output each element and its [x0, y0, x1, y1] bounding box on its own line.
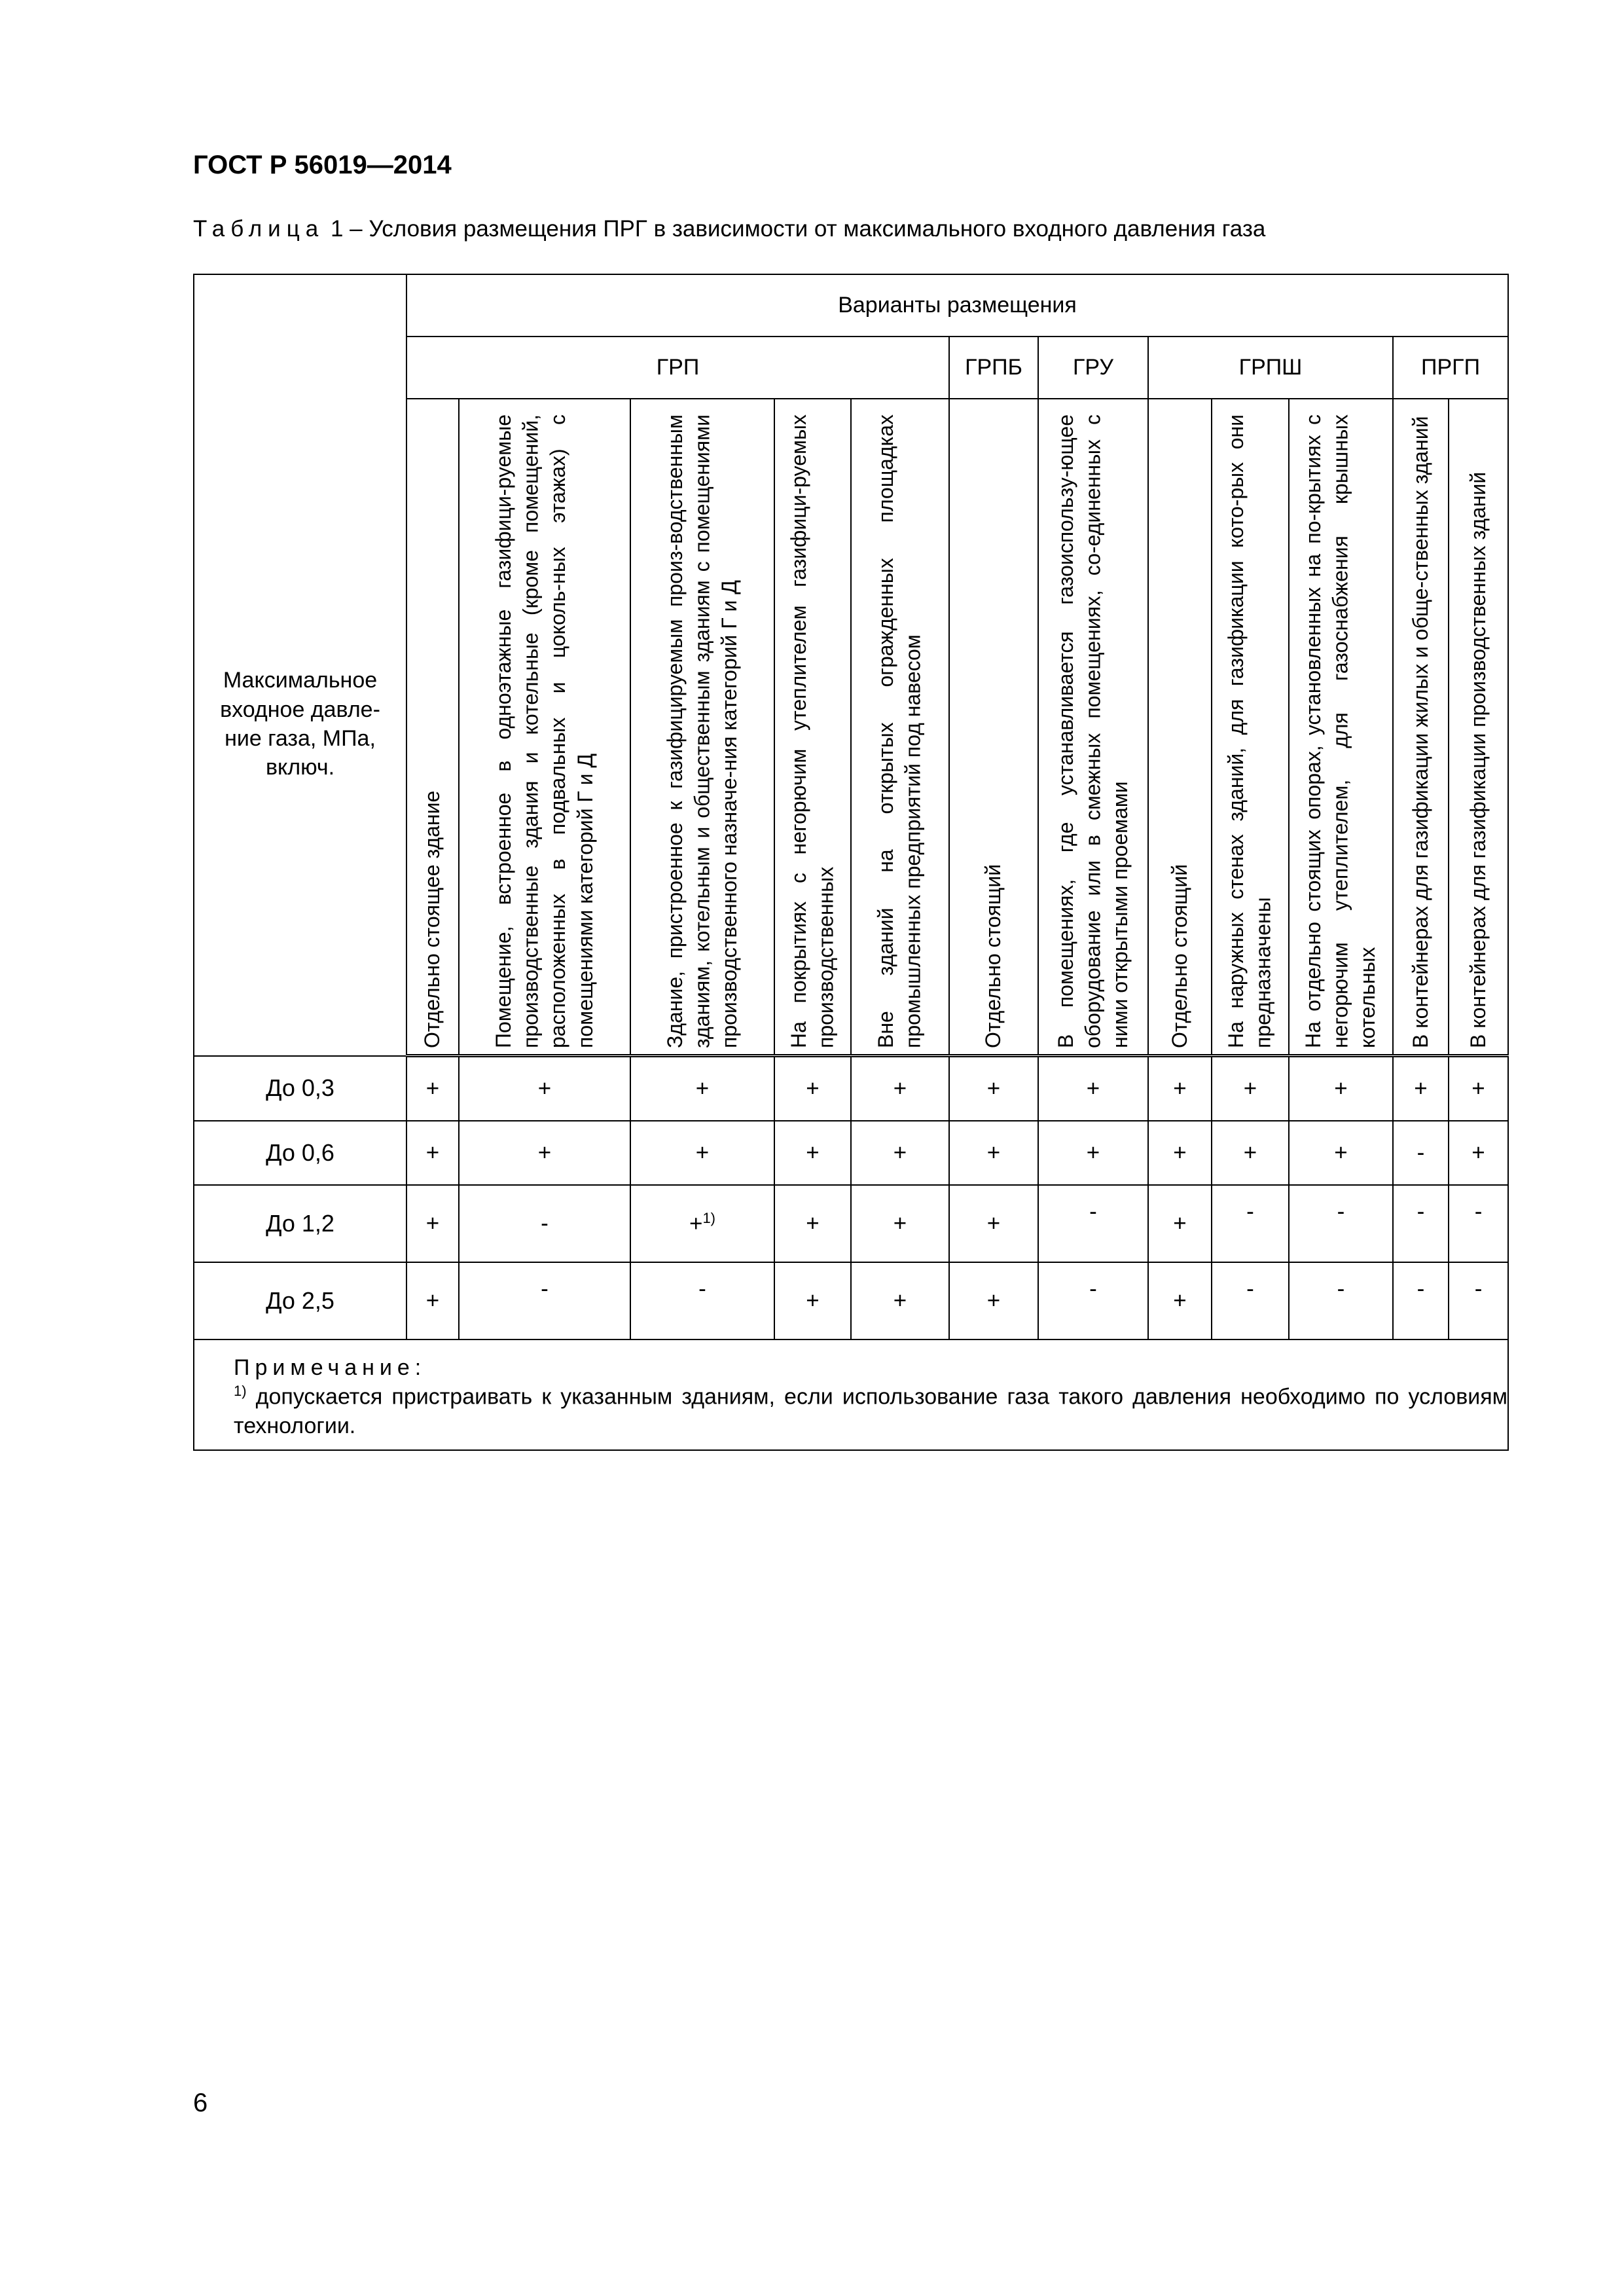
table-cell: + — [851, 1262, 949, 1339]
table-cell: - — [1038, 1185, 1148, 1262]
table-cell: + — [949, 1121, 1038, 1185]
table-cell: + — [1212, 1121, 1289, 1185]
table-cell: + — [630, 1056, 774, 1121]
table-cell: + — [1449, 1121, 1508, 1185]
group-grpsh: ГРПШ — [1148, 337, 1393, 399]
group-grp: ГРП — [406, 337, 949, 399]
column-header-2: Помещение, встроенное в одноэтажные газифици-руемые производственные здания и котельные (кроме помещений, расположенных в подвальных и цоколь-ных этажах) с помещениями категорий Г и Д — [459, 399, 630, 1056]
table-cell: - — [1449, 1262, 1508, 1339]
table-row — [194, 1121, 1508, 1185]
table-cell: + — [406, 1185, 459, 1262]
table-caption — [193, 216, 1265, 242]
pressure-header-cell — [194, 274, 406, 1056]
table-cell: + — [406, 1056, 459, 1121]
table-cell-value: + — [689, 1211, 703, 1237]
table-cell: + — [1449, 1056, 1508, 1121]
pressure-header: Максимальное входное давле-ние газа, МПа, включ. — [220, 668, 380, 780]
table-cell: - — [1393, 1262, 1449, 1339]
column-header-5: Вне зданий на открытых огражденных площадках промышленных предприятий под навесом — [851, 399, 949, 1056]
table-cell: + — [1289, 1056, 1393, 1121]
table-cell: + — [1212, 1056, 1289, 1121]
table-cell: - — [1393, 1185, 1449, 1262]
table-cell: + — [851, 1121, 949, 1185]
group-gru: ГРУ — [1038, 337, 1148, 399]
note-text: допускается пристраивать к указанным зданиям, если использование газа такого давления необходимо по условиям технологии. — [234, 1384, 1508, 1438]
table-cell-with-footnote — [630, 1185, 774, 1262]
column-header-9: На наружных стенах зданий, для газификации кото-рых они предназначены — [1212, 399, 1289, 1056]
table-cell: + — [949, 1185, 1038, 1262]
table-cell: + — [1289, 1121, 1393, 1185]
footnote-mark: 1) — [702, 1210, 715, 1227]
column-header-11: В контейнерах для газификации жилых и обще-ственных зданий — [1393, 399, 1449, 1056]
row-label: До 1,2 — [194, 1185, 406, 1262]
table-cell: - — [459, 1262, 630, 1339]
table-cell: + — [774, 1121, 851, 1185]
table-cell: + — [459, 1056, 630, 1121]
table-cell: + — [949, 1056, 1038, 1121]
caption-label: Таблица — [193, 216, 325, 242]
column-header-6: Отдельно стоящий — [949, 399, 1038, 1056]
table-cell: + — [1393, 1056, 1449, 1121]
table-cell: + — [630, 1121, 774, 1185]
table-cell: + — [1038, 1121, 1148, 1185]
note-body — [194, 1382, 1507, 1440]
table-cell: - — [1212, 1262, 1289, 1339]
column-header-10: На отдельно стоящих опорах, установленных на по-крытиях с негорючим утеплителем, для газоснабжения крышных котельных — [1289, 399, 1393, 1056]
caption-text: – Условия размещения ПРГ в зависимости от максимального входного давления газа — [350, 216, 1266, 242]
column-header-1: Отдельно стоящее здание — [406, 399, 459, 1056]
column-header-7: В помещениях, где устанавливается газоиспользу-ющее оборудование или в смежных помещениях, со-единенных с ними открытыми проемами — [1038, 399, 1148, 1056]
row-label: До 0,3 — [194, 1056, 406, 1121]
placement-table-wrapper — [193, 274, 1509, 1451]
document-title: ГОСТ Р 56019—2014 — [193, 151, 452, 179]
group-grpb: ГРПБ — [949, 337, 1038, 399]
table-cell: - — [630, 1262, 774, 1339]
table-note — [194, 1339, 1508, 1450]
table-cell: + — [949, 1262, 1038, 1339]
table-cell: - — [1289, 1262, 1393, 1339]
note-title: Примечание: — [234, 1355, 427, 1380]
table-cell: - — [1449, 1185, 1508, 1262]
column-header-3: Здание, пристроенное к газифицируемым произ-водственным зданиям, котельным и общественным зданиям с помещениями производственного назначе-ния категорий Г и Д — [630, 399, 774, 1056]
table-cell: + — [774, 1262, 851, 1339]
table-cell: + — [1038, 1056, 1148, 1121]
table-cell: - — [1038, 1262, 1148, 1339]
table-cell: + — [1148, 1185, 1212, 1262]
table-cell: - — [1289, 1185, 1393, 1262]
table-cell: + — [851, 1185, 949, 1262]
row-label: До 0,6 — [194, 1121, 406, 1185]
table-cell: - — [459, 1185, 630, 1262]
placement-table — [193, 274, 1509, 1451]
group-header: Варианты размещения — [406, 274, 1508, 337]
table-cell: + — [774, 1056, 851, 1121]
table-row — [194, 1262, 1508, 1339]
table-cell: + — [406, 1121, 459, 1185]
column-header-8: Отдельно стоящий — [1148, 399, 1212, 1056]
table-cell: + — [774, 1185, 851, 1262]
caption-number: 1 — [330, 216, 344, 242]
table-cell: + — [406, 1262, 459, 1339]
table-cell: - — [1212, 1185, 1289, 1262]
row-label: До 2,5 — [194, 1262, 406, 1339]
table-cell: + — [459, 1121, 630, 1185]
table-cell: + — [1148, 1262, 1212, 1339]
column-header-12: В контейнерах для газификации производственных зданий — [1449, 399, 1508, 1056]
table-cell: + — [1148, 1121, 1212, 1185]
table-row — [194, 1185, 1508, 1262]
group-prgp: ПРГП — [1393, 337, 1508, 399]
page-number: 6 — [193, 2088, 208, 2117]
note-footnote-mark: 1) — [234, 1383, 247, 1400]
table-cell: - — [1393, 1121, 1449, 1185]
table-row — [194, 1056, 1508, 1121]
table-cell: + — [1148, 1056, 1212, 1121]
table-cell: + — [851, 1056, 949, 1121]
column-header-4: На покрытиях с негорючим утеплителем газифици-руемых производственных — [774, 399, 851, 1056]
